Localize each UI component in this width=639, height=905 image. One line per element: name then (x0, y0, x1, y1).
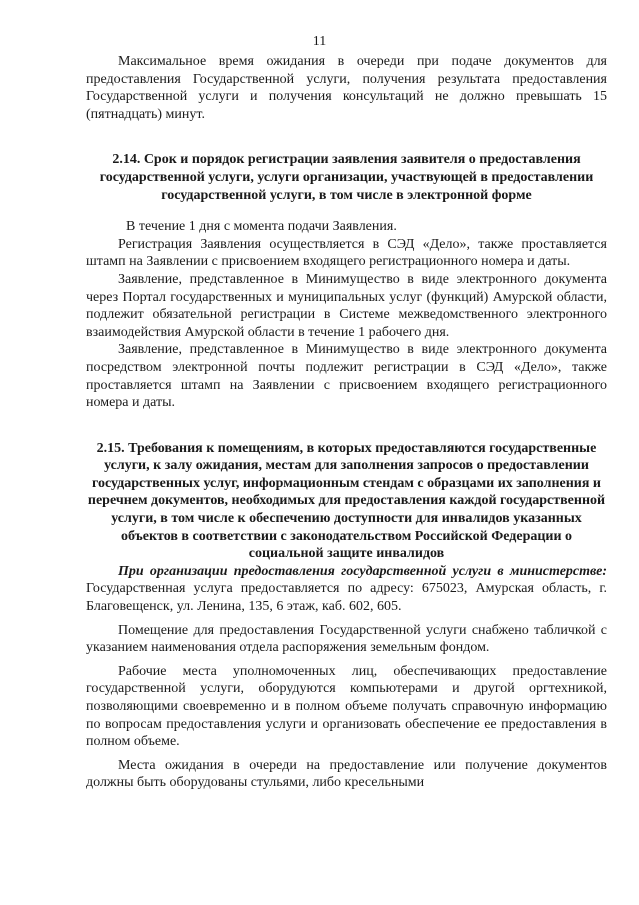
paragraph-signage: Помещение для предоставления Государственной услуги снабжено табличкой с указанием наименования отдела распоряжения земельным фондом. (86, 622, 607, 656)
paragraph-waiting-places: Места ожидания в очереди на предоставление или получение документов должны быть оборудованы стульями, либо кресельными (86, 757, 607, 791)
paragraph-electronic-portal: Заявление, представленное в Минимущество в виде электронного документа через Портал государственных и муниципальных услуг (функций) Амурской области, подлежит обязательной регистрации в Системе межведомственного электронного взаимодействия Амурской области в течение 1 рабочего дня. (86, 271, 607, 340)
paragraph-workplaces: Рабочие места уполномоченных лиц, обеспечивающих предоставление государственной услуги, оборудуются компьютерами и другой оргтехникой, позволяющими своевременно и в полном объеме получать справочную информацию по вопросам предоставления услуги и организовать обеспечение ее предоставления в полном объеме. (86, 663, 607, 750)
paragraph-waiting-time: Максимальное время ожидания в очереди при подаче документов для предоставления Государственной услуги, получения результата предоставления Государственной услуги и получения консультаций не должно превышать 15 (пятнадцать) минут. (86, 54, 607, 122)
section-heading-2-15: 2.15. Требования к помещениям, в которых предоставляются государственные услуги, к залу ожидания, местам для заполнения запросов о предоставлении государственных услуг, информационным стендам с образцами их заполнения и перечнем документов, необходимых для предоставления каждой государственной услуги, в том числе к обеспечению доступности для инвалидов указанных объектов в соответствии с законодательством Российской Федерации о социальной защите инвалидов (87, 440, 606, 562)
paragraph-address (86, 563, 607, 616)
paragraph-electronic-email: Заявление, представленное в Минимущество в виде электронного документа посредством электронной почты подлежит регистрации в СЭД «Дело», также проставляется штамп на Заявлении с присвоением входящего регистрационного номера и даты. (86, 342, 607, 411)
paragraph-registration-sed: Регистрация Заявления осуществляется в СЭД «Дело», также проставляется штамп на Заявлении с присвоением входящего регистрационного номера и даты. (86, 236, 607, 270)
page-number: 11 (312, 34, 327, 49)
address-text: Государственная услуга предоставляется по адресу: 675023, Амурская область, г. Благовещенск, ул. Ленина, 135, 6 этаж, каб. 602, 605. (86, 581, 607, 615)
section-heading-2-14: 2.14. Срок и порядок регистрации заявления заявителя о предоставления государственной услуги, услуги организации, участвующей в предоставлении государственной услуги, в том числе в электронной форме (99, 152, 594, 203)
paragraph-registration-term: В течение 1 дня с момента подачи Заявления. (126, 219, 397, 235)
page-content (86, 53, 607, 792)
address-lead: При организации предоставления государственной услуги в министерстве: (118, 563, 607, 579)
